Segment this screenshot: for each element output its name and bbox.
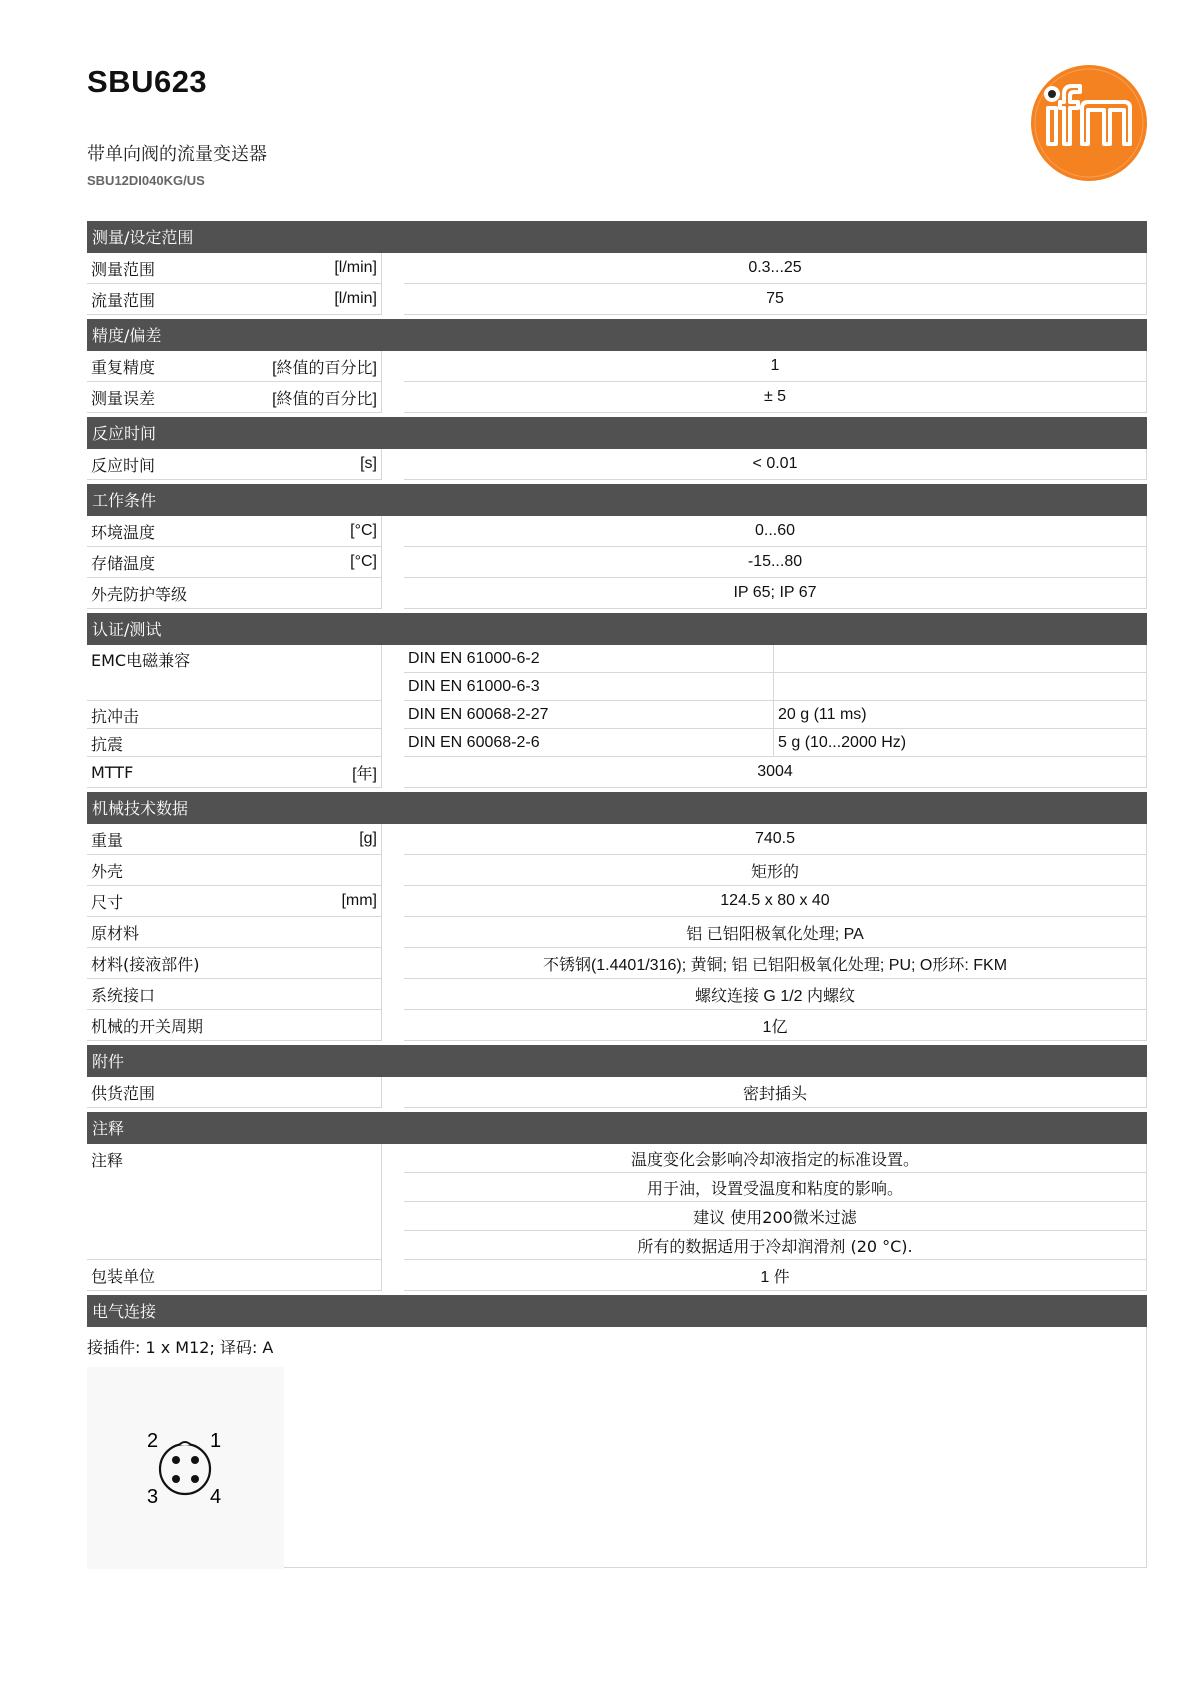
spec-label: 原材料 <box>91 923 140 943</box>
section-mechanical <box>87 792 1147 1041</box>
spec-label: 注释 <box>87 1144 382 1260</box>
pin-label: 2 <box>147 1430 159 1452</box>
section-header: 机械技术数据 <box>87 792 1147 824</box>
section-header: 精度/偏差 <box>87 319 1147 351</box>
spec-label: 重量 <box>91 830 124 850</box>
note-line: 所有的数据适用于冷却润滑剂 (20 °C). <box>404 1231 1147 1260</box>
section-electrical <box>87 1295 1147 1568</box>
spec-value: 1 <box>404 351 1147 382</box>
cert-value <box>774 645 1147 673</box>
spec-value: 1亿 <box>404 1010 1147 1041</box>
pin-label: 1 <box>210 1430 222 1452</box>
pin-1 <box>191 1456 199 1464</box>
cert-row <box>87 673 1147 701</box>
spec-label: 尺寸 <box>91 892 124 912</box>
spec-value: 不锈钢(1.4401/316); 黄铜; 铝 已铝阳极氧化处理; PU; O形环: FKM <box>404 948 1147 979</box>
spec-unit: [mm] <box>341 892 377 909</box>
cert-value: 5 g (10...2000 Hz) <box>774 729 1147 757</box>
spec-value: IP 65; IP 67 <box>404 578 1147 609</box>
spec-value: 3004 <box>404 757 1147 788</box>
spec-row <box>87 855 1147 886</box>
pin-3 <box>172 1475 180 1483</box>
section-header: 电气连接 <box>87 1295 1147 1327</box>
section-header: 认证/测试 <box>87 613 1147 645</box>
pin-label: 4 <box>210 1486 222 1508</box>
cert-standard: DIN EN 61000-6-2 <box>404 645 774 673</box>
spec-row <box>87 284 1147 315</box>
notes-block <box>87 1144 1147 1260</box>
cert-standard: DIN EN 60068-2-27 <box>404 701 774 729</box>
spec-label: 材料(接液部件) <box>91 954 200 974</box>
connector-text: 接插件: 1 x M12; 译码: A <box>87 1338 274 1357</box>
spec-label: 外壳防护等级 <box>91 584 188 604</box>
section-measuring <box>87 221 1147 315</box>
spec-label: 流量范围 <box>91 290 156 310</box>
ifm-logo <box>1030 64 1148 182</box>
spec-value: 密封插头 <box>404 1077 1147 1108</box>
spec-value: ± 5 <box>404 382 1147 413</box>
spec-row <box>87 757 1147 788</box>
spec-value: 0.3...25 <box>404 253 1147 284</box>
article-number: SBU12DI040KG/US <box>87 173 205 188</box>
spec-label: 存储温度 <box>91 553 156 573</box>
cert-value <box>774 673 1147 701</box>
spec-value: 螺纹连接 G 1/2 内螺纹 <box>404 979 1147 1010</box>
spec-label: 外壳 <box>91 861 124 881</box>
spec-value: 矩形的 <box>404 855 1147 886</box>
pin-4 <box>191 1475 199 1483</box>
note-line: 用于油，设置受温度和粘度的影响。 <box>404 1173 1147 1202</box>
pin-2 <box>172 1456 180 1464</box>
spec-unit: [s] <box>360 455 377 472</box>
cert-row <box>87 645 1147 673</box>
section-header: 工作条件 <box>87 484 1147 516</box>
cert-row <box>87 701 1147 729</box>
spec-unit: [終值的百分比] <box>272 390 377 408</box>
spec-label: 反应时间 <box>91 455 156 475</box>
spec-value: 75 <box>404 284 1147 315</box>
spec-unit: [年] <box>352 765 377 783</box>
section-header: 反应时间 <box>87 417 1147 449</box>
spec-value: 1 件 <box>404 1260 1147 1291</box>
spec-label: 测量误差 <box>91 388 156 408</box>
spec-row <box>87 382 1147 413</box>
spec-label: 抗震 <box>87 729 382 757</box>
spec-unit: [°C] <box>350 553 377 570</box>
spec-unit: [g] <box>359 830 377 847</box>
spec-row <box>87 351 1147 382</box>
spec-row <box>87 253 1147 284</box>
spec-row <box>87 979 1147 1010</box>
cert-row <box>87 729 1147 757</box>
section-header: 测量/设定范围 <box>87 221 1147 253</box>
spec-label: 机械的开关周期 <box>91 1016 204 1036</box>
spec-row <box>87 449 1147 480</box>
section-accuracy <box>87 319 1147 413</box>
section-operating <box>87 484 1147 609</box>
spec-value: < 0.01 <box>404 449 1147 480</box>
spec-row <box>87 516 1147 547</box>
spec-value: 0...60 <box>404 516 1147 547</box>
section-tests <box>87 613 1147 788</box>
spec-unit: [l/min] <box>334 290 377 307</box>
spec-label: 系统接口 <box>91 985 156 1005</box>
section-header: 附件 <box>87 1045 1147 1077</box>
spec-row <box>87 824 1147 855</box>
spec-row <box>87 1010 1147 1041</box>
spec-value: 124.5 x 80 x 40 <box>404 886 1147 917</box>
electrical-box <box>87 1327 1147 1568</box>
spec-label: 供货范围 <box>91 1083 156 1103</box>
spec-unit: [°C] <box>350 522 377 539</box>
spec-unit: [l/min] <box>334 259 377 276</box>
spec-row <box>87 886 1147 917</box>
connector-diagram <box>87 1367 284 1569</box>
cert-standard: DIN EN 60068-2-6 <box>404 729 774 757</box>
note-line: 温度变化会影响冷却液指定的标准设置。 <box>404 1144 1147 1173</box>
m12-pinout-diagram <box>87 1367 284 1569</box>
spec-row <box>87 1077 1147 1108</box>
spec-label: 环境温度 <box>91 522 156 542</box>
spec-unit: [終值的百分比] <box>272 359 377 377</box>
spec-row <box>87 948 1147 979</box>
note-line: 建议 使用200微米过滤 <box>404 1202 1147 1231</box>
spec-value: 铝 已铝阳极氧化处理; PA <box>404 917 1147 948</box>
datasheet <box>87 221 1147 1572</box>
spec-row <box>87 1260 1147 1291</box>
cert-standard: DIN EN 61000-6-3 <box>404 673 774 701</box>
spec-label: EMC电磁兼容 <box>87 645 382 673</box>
spec-row <box>87 578 1147 609</box>
spec-value: -15...80 <box>404 547 1147 578</box>
product-subtitle: 带单向阀的流量变送器 <box>87 144 267 165</box>
spec-label: 抗冲击 <box>87 701 382 729</box>
product-title: SBU623 <box>87 64 208 99</box>
pin-label: 3 <box>147 1486 159 1508</box>
spec-label: 包装单位 <box>91 1266 156 1286</box>
spec-row <box>87 917 1147 948</box>
spec-label: 测量范围 <box>91 259 156 279</box>
section-notes <box>87 1112 1147 1291</box>
section-header: 注释 <box>87 1112 1147 1144</box>
section-response <box>87 417 1147 480</box>
spec-label: 重复精度 <box>91 357 156 377</box>
spec-value: 740.5 <box>404 824 1147 855</box>
spec-row <box>87 547 1147 578</box>
spec-label: MTTF <box>91 762 134 782</box>
section-accessories <box>87 1045 1147 1108</box>
cert-value: 20 g (11 ms) <box>774 701 1147 729</box>
